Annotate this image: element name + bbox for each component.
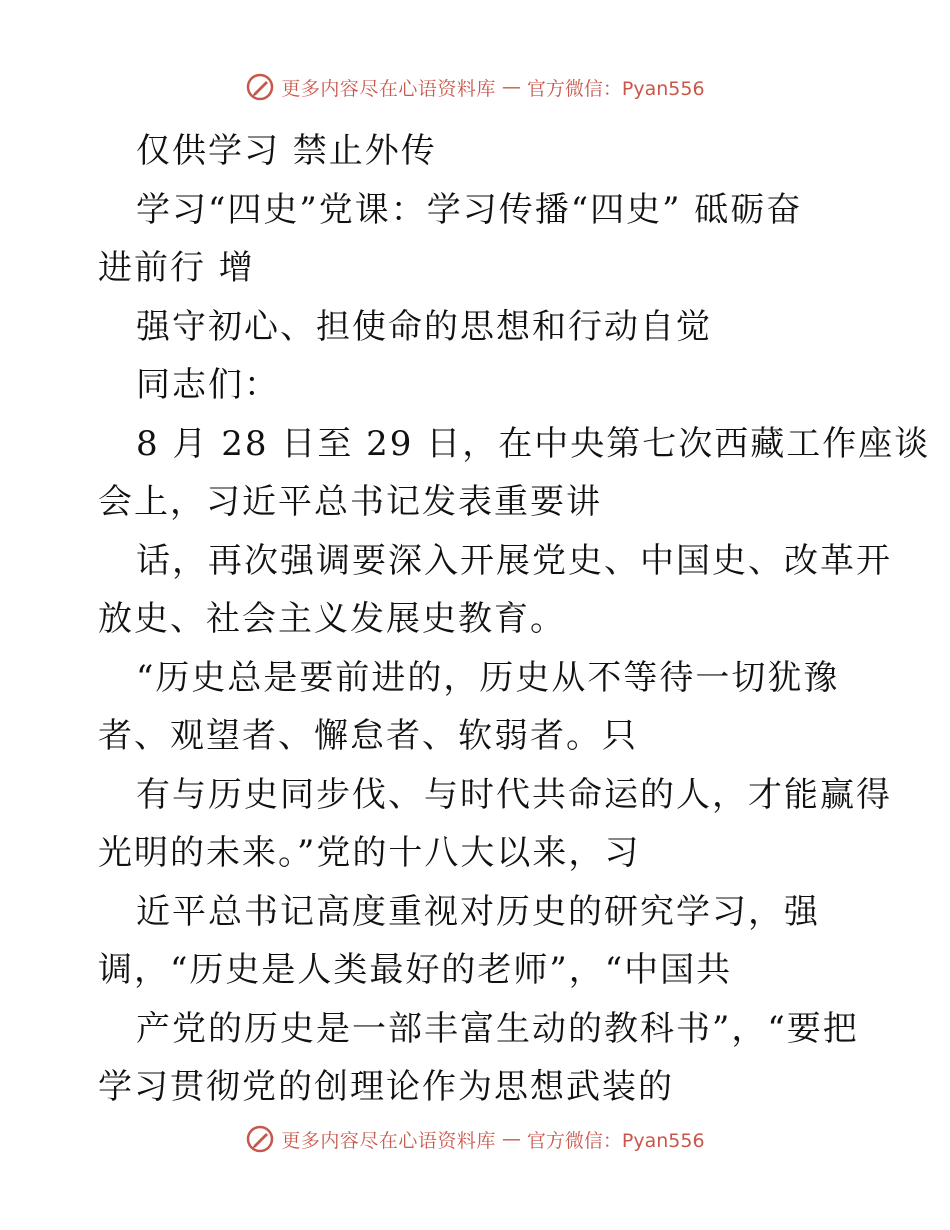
text-line: 话，再次强调要深入开展党史、中国史、改革开	[136, 540, 892, 581]
text-line: 放史、社会主义发展史教育。	[98, 599, 566, 639]
watermark-brand-text: 更多内容尽在心语资料库	[281, 1129, 496, 1152]
document-body	[98, 122, 931, 1117]
text-line: 会上，习近平总书记发表重要讲	[98, 482, 602, 522]
text-line: 有与历史同步伐、与时代共命运的人，才能赢得	[136, 774, 892, 815]
text-line: “历史总是要前进的，历史从不等待一切犹豫	[136, 657, 840, 698]
text-line: 近平总书记高度重视对历史的研究学习，强	[136, 891, 820, 932]
footer-watermark	[0, 1124, 950, 1154]
text-line: 产党的历史是一部丰富生动的教科书”，“要把	[136, 1008, 859, 1049]
watermark-dash: —	[501, 1128, 521, 1150]
text-line: 仅供学习 禁止外传	[136, 131, 437, 171]
text-line: 学习“四史”党课：学习传播“四史” 砥砺奋	[136, 189, 803, 230]
pen-logo-icon	[245, 72, 275, 102]
text-line: 同志们：	[136, 365, 280, 405]
watermark-dash: —	[501, 76, 521, 98]
text-line: 学习贯彻党的创理论作为思想武装的	[98, 1067, 674, 1107]
header-watermark	[0, 72, 950, 102]
text-line: 调，“历史是人类最好的老师”，“中国共	[98, 950, 733, 990]
watermark-wechat-text: 官方微信：Pyan556	[526, 77, 705, 100]
watermark-brand-text: 更多内容尽在心语资料库	[281, 77, 496, 100]
text-line: 8 月 28 日至 29 日，在中央第七次西藏工作座谈	[136, 423, 931, 464]
text-line: 进前行 增	[98, 248, 255, 288]
text-line: 光明的未来。”党的十八大以来，习	[98, 833, 641, 873]
watermark-wechat-text: 官方微信：Pyan556	[526, 1129, 705, 1152]
text-line: 强守初心、担使命的思想和行动自觉	[136, 306, 712, 347]
pen-logo-icon	[245, 1124, 275, 1154]
text-line: 者、观望者、懈怠者、软弱者。只	[98, 716, 638, 756]
